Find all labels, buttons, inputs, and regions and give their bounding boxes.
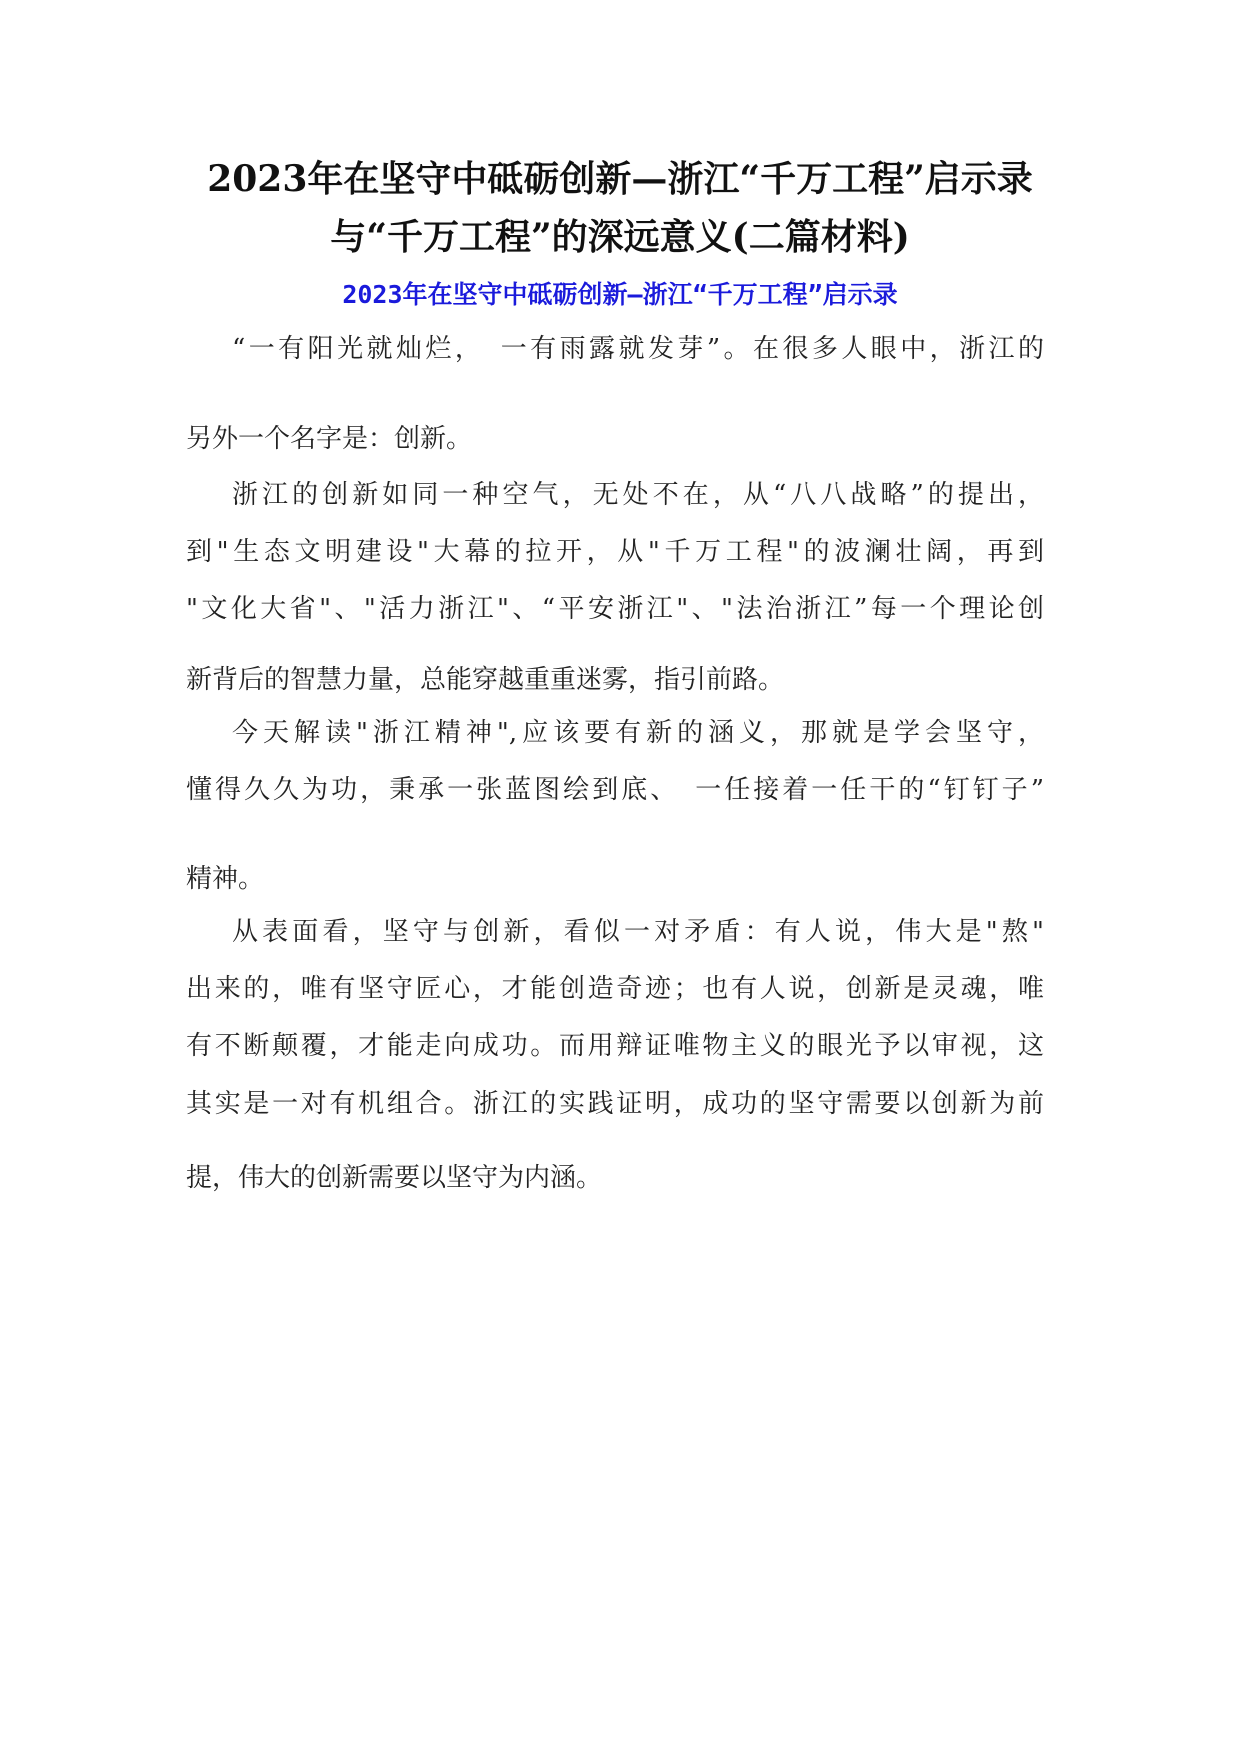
paragraph-line: “一有阳光就灿烂， 一有雨露就发芽”。在很多人眼中，浙江的 [232, 334, 1044, 364]
paragraph-line: 有不断颠覆，才能走向成功。而用辩证唯物主义的眼光予以审视，这 [186, 1031, 1044, 1061]
paragraph-line: 今天解读"浙江精神",应该要有新的涵义，那就是学会坚守， [232, 718, 1044, 748]
document-title-line-1: 2023年在坚守中砥砺创新—浙江“千万工程”启示录 [207, 158, 1033, 200]
paragraph-line: 到"生态文明建设"大幕的拉开，从"千万工程"的波澜壮阔，再到 [186, 537, 1044, 567]
paragraph-line: 从表面看，坚守与创新，看似一对矛盾：有人说，伟大是"熬" [232, 917, 1044, 947]
paragraph-line: 其实是一对有机组合。浙江的实践证明，成功的坚守需要以创新为前 [186, 1089, 1044, 1119]
paragraph-line: 精神。 [186, 864, 265, 894]
paragraph-line: 另外一个名字是：创新。 [186, 424, 473, 454]
paragraph-line: "文化大省"、"活力浙江"、“平安浙江"、"法治浙江”每一个理论创 [186, 594, 1044, 624]
paragraph-line: 提，伟大的创新需要以坚守为内涵。 [186, 1163, 603, 1193]
paragraph-line: 新背后的智慧力量，总能穿越重重迷雾，指引前路。 [186, 665, 785, 695]
paragraph-line: 出来的，唯有坚守匠心，才能创造奇迹；也有人说，创新是灵魂，唯 [186, 974, 1044, 1004]
paragraph-line: 懂得久久为功，秉承一张蓝图绘到底、 一任接着一任干的“钉钉子” [186, 775, 1044, 805]
paragraph-line: 浙江的创新如同一种空气，无处不在，从“八八战略”的提出， [232, 480, 1044, 510]
document-title-line-2: 与“千万工程”的深远意义(二篇材料) [330, 216, 910, 258]
section-subtitle: 2023年在坚守中砥砺创新—浙江“千万工程”启示录 [342, 280, 898, 309]
